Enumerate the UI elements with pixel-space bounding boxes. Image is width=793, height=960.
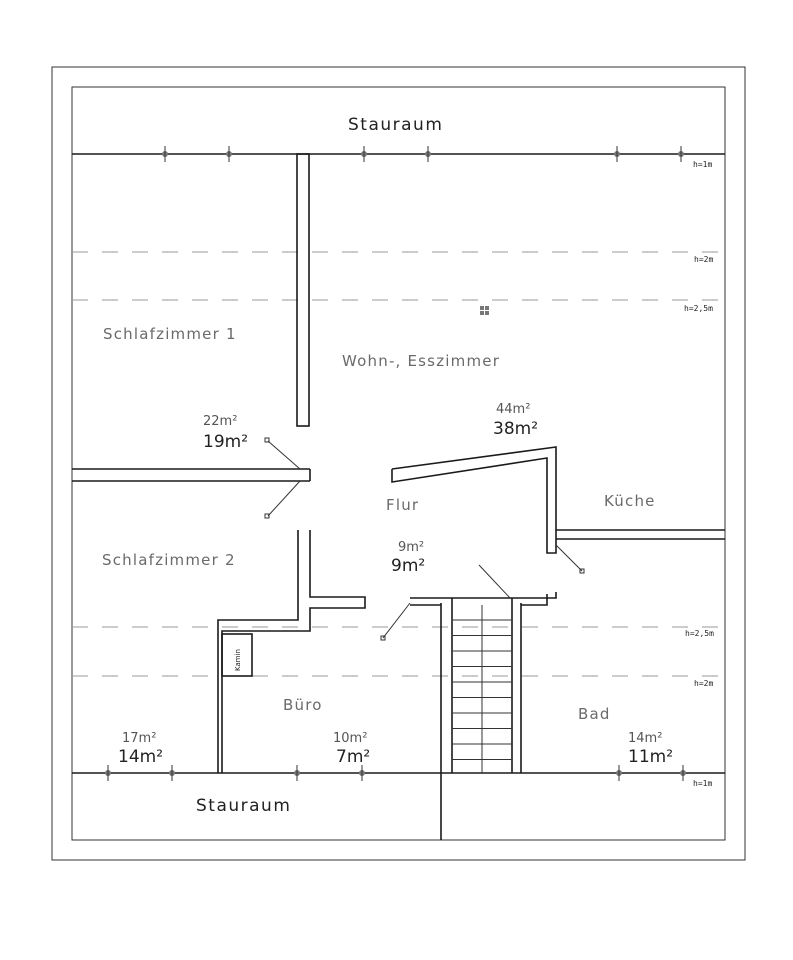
label-wohn-esszimmer: Wohn-, Esszimmer — [342, 352, 501, 370]
area-sz2-net: 14m² — [118, 747, 164, 767]
door-sz1 — [268, 441, 300, 469]
door-sz2 — [268, 481, 300, 516]
height-h25-top: h=2,5m — [684, 304, 713, 313]
area-sz1-net: 19m² — [203, 432, 249, 452]
area-flur-gross: 9m² — [398, 540, 425, 555]
height-h1-top: h=1m — [693, 160, 713, 169]
label-stauraum-top: Stauraum — [348, 115, 444, 135]
area-buero-net: 7m² — [336, 747, 371, 767]
area-buero-gross: 10m² — [333, 731, 368, 746]
label-flur: Flur — [386, 496, 420, 514]
area-bad-gross: 14m² — [628, 731, 663, 746]
vent-symbol — [480, 306, 489, 315]
wall-flur-bottom — [410, 592, 556, 598]
label-schlafzimmer2: Schlafzimmer 2 — [102, 551, 236, 569]
label-kamin: Kamin — [234, 649, 242, 671]
area-wohn-gross: 44m² — [496, 402, 531, 417]
height-h25-bottom: h=2,5m — [685, 629, 714, 638]
height-h2-bottom: h=2m — [694, 679, 714, 688]
label-buero: Büro — [283, 696, 323, 714]
height-h1-bottom: h=1m — [693, 779, 713, 788]
roof-outline — [72, 87, 725, 840]
staircase — [452, 605, 512, 773]
label-stauraum-bottom: Stauraum — [196, 796, 292, 816]
label-schlafzimmer1: Schlafzimmer 1 — [103, 325, 237, 343]
label-bad: Bad — [578, 705, 611, 723]
area-sz2-gross: 17m² — [122, 731, 157, 746]
area-bad-net: 11m² — [628, 747, 674, 767]
kneewall-markers — [105, 146, 686, 781]
area-flur-net: 9m² — [391, 556, 426, 576]
door-bad — [479, 565, 510, 598]
wall-bad-top — [521, 594, 547, 605]
wall-sz1-wohn — [297, 154, 309, 426]
area-sz1-gross: 22m² — [203, 414, 238, 429]
door-buero — [383, 603, 410, 638]
label-kueche: Küche — [604, 492, 656, 510]
door-kueche — [556, 545, 582, 571]
height-h2-top: h=2m — [694, 255, 714, 264]
area-wohn-net: 38m² — [493, 419, 539, 439]
